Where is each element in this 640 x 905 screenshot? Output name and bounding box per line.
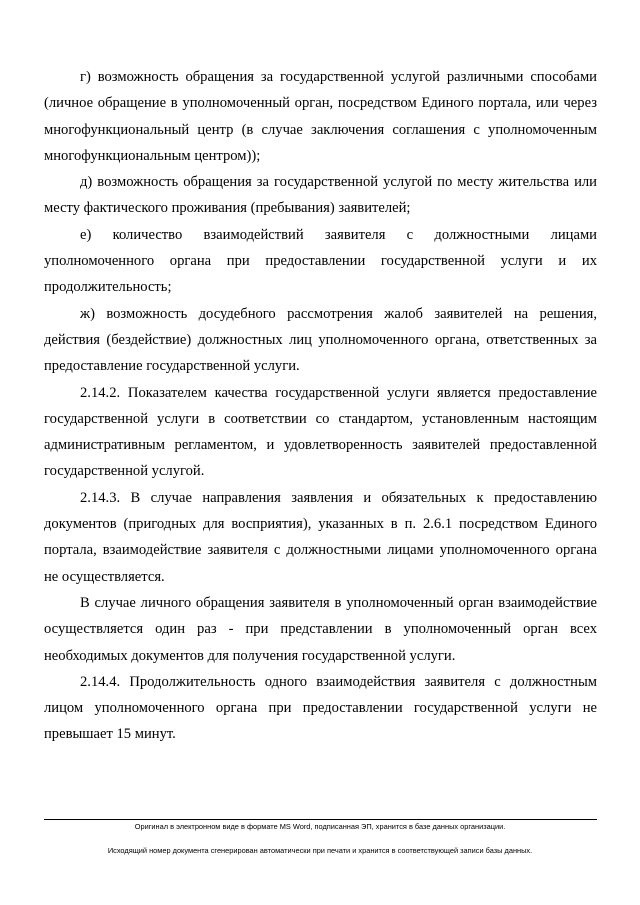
paragraph-2-14-3: 2.14.3. В случае направления заявления и обязательных к предоставлению документов (пригодных для восприятия), указанных в п. 2.6.1 посредством Единого портала, взаимодействие заявителя с должностными лицами уполномоченного органа не осуществляется. (44, 489, 597, 585)
footer-divider (44, 819, 597, 820)
paragraph-2-14-4: 2.14.4. Продолжительность одного взаимодействия заявителя с должностным лицом уполномоченного органа при предоставлении государственной услуги не превышает 15 минут. (44, 673, 597, 743)
paragraph-zh: ж) возможность досудебного рассмотрения жалоб заявителей на решения, действия (бездействие) должностных лиц уполномоченного органа, ответственных за предоставление государственной услуги. (44, 305, 597, 375)
footer-note-number: Исходящий номер документа сгенерирован автоматически при печати и хранится в соответствующей записи базы данных. (107, 846, 533, 855)
paragraph-g: г) возможность обращения за государственной услугой различными способами (личное обращение в уполномоченный орган, посредством Единого портала, или через многофункциональный центр (в случае заключения соглашения с уполномоченным многофункциональным центром)); (44, 69, 597, 164)
paragraph-e: е) количество взаимодействий заявителя с должностными лицами уполномоченного органа при предоставлении государственной услуги и их продолжительность; (44, 226, 597, 296)
footer-note-original: Оригинал в электронном виде в формате MS Word, подписанная ЭП, хранится в базе данных организации. (134, 822, 506, 831)
paragraph-2-14-2: 2.14.2. Показателем качества государственной услуги является предоставление государственной услуги в соответствии со стандартом, установленным настоящим административным регламентом, и удовлетворенность заявителей предоставленной государственной услугой. (44, 384, 597, 480)
document-body (44, 64, 597, 748)
paragraph-d: д) возможность обращения за государственной услугой по месту жительства или месту фактического проживания (пребывания) заявителей; (44, 174, 597, 217)
paragraph-personal-appeal: В случае личного обращения заявителя в уполномоченный орган взаимодействие осуществляется один раз - при представлении в уполномоченный орган всех необходимых документов для получения государственной услуги. (44, 594, 597, 664)
